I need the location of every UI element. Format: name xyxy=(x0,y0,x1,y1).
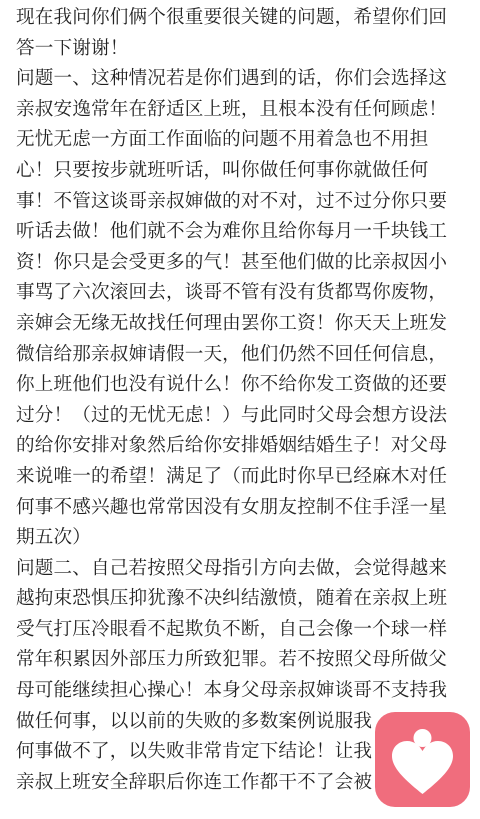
text-line: 常年积累因外部压力所致犯罪。若不按照父母所做父 xyxy=(16,649,448,671)
text-line: 资！你只是会受更多的气！甚至他们做的比亲叔因小 xyxy=(16,251,448,273)
heart-app-badge[interactable] xyxy=(375,712,470,807)
text-line: 何事做不了，以失败非常肯定下结论！让我 xyxy=(16,741,373,763)
text-line: 现在我问你们俩个很重要很关键的问题，希望你们回 xyxy=(16,7,448,28)
text-line: 来说唯一的希望！满足了（而此时你早已经麻木对任 xyxy=(16,465,448,487)
text-line: 亲婶会无缘无故找任何理由罢你工资！你天天上班发 xyxy=(16,312,448,334)
text-line: 微信给那亲叔婶请假一天，他们仍然不回任何信息， xyxy=(16,343,448,365)
text-line: 越拘束恐惧压抑犹豫不决纠结激愤，随着在亲叔上班 xyxy=(16,588,448,610)
text-line: 亲叔安逸常年在舒适区上班，且根本没有任何顾虑！ xyxy=(16,98,448,120)
text-line: 过分！（过的无忧无虑！）与此同时父母会想方设法 xyxy=(16,404,448,426)
text-line: 事！不管这谈哥亲叔婶做的对不对，过不过分你只要 xyxy=(16,190,448,212)
text-line: 听话去做！他们就不会为难你且给你每月一千块钱工 xyxy=(16,221,448,243)
text-line: 答一下谢谢！ xyxy=(16,37,129,59)
text-line: 做任何事，以以前的失败的多数案例说服我 xyxy=(16,710,373,732)
post-body xyxy=(16,0,476,798)
text-line: 问题一、这种情况若是你们遇到的话，你们会选择这 xyxy=(16,68,448,90)
text-line: 期五次） xyxy=(16,527,91,549)
text-line: 的给你安排对象然后给你安排婚姻结婚生子！对父母 xyxy=(16,435,448,457)
heart-icon xyxy=(375,712,470,807)
text-line: 心！只要按步就班听话，叫你做任何事你就做任何 xyxy=(16,159,429,181)
text-line: 亲叔上班安全辞职后你连工作都干不了会被 xyxy=(16,771,373,793)
text-line: 你上班他们也没有说什么！你不给你发工资做的还要 xyxy=(16,374,448,396)
text-line: 受气打压冷眼看不起欺负不断，自己会像一个球一样 xyxy=(16,618,448,640)
text-line: 无忧无虑一方面工作面临的问题不用着急也不用担 xyxy=(16,129,429,151)
text-line: 问题二、自己若按照父母指引方向去做，会觉得越来 xyxy=(16,557,448,579)
text-line: 事骂了六次滚回去，谈哥不管有没有货都骂你废物， xyxy=(16,282,448,304)
text-line: 母可能继续担心操心！本身父母亲叔婶谈哥不支持我 xyxy=(16,680,448,702)
text-line: 何事不感兴趣也常常因没有女朋友控制不住手淫一星 xyxy=(16,496,448,518)
